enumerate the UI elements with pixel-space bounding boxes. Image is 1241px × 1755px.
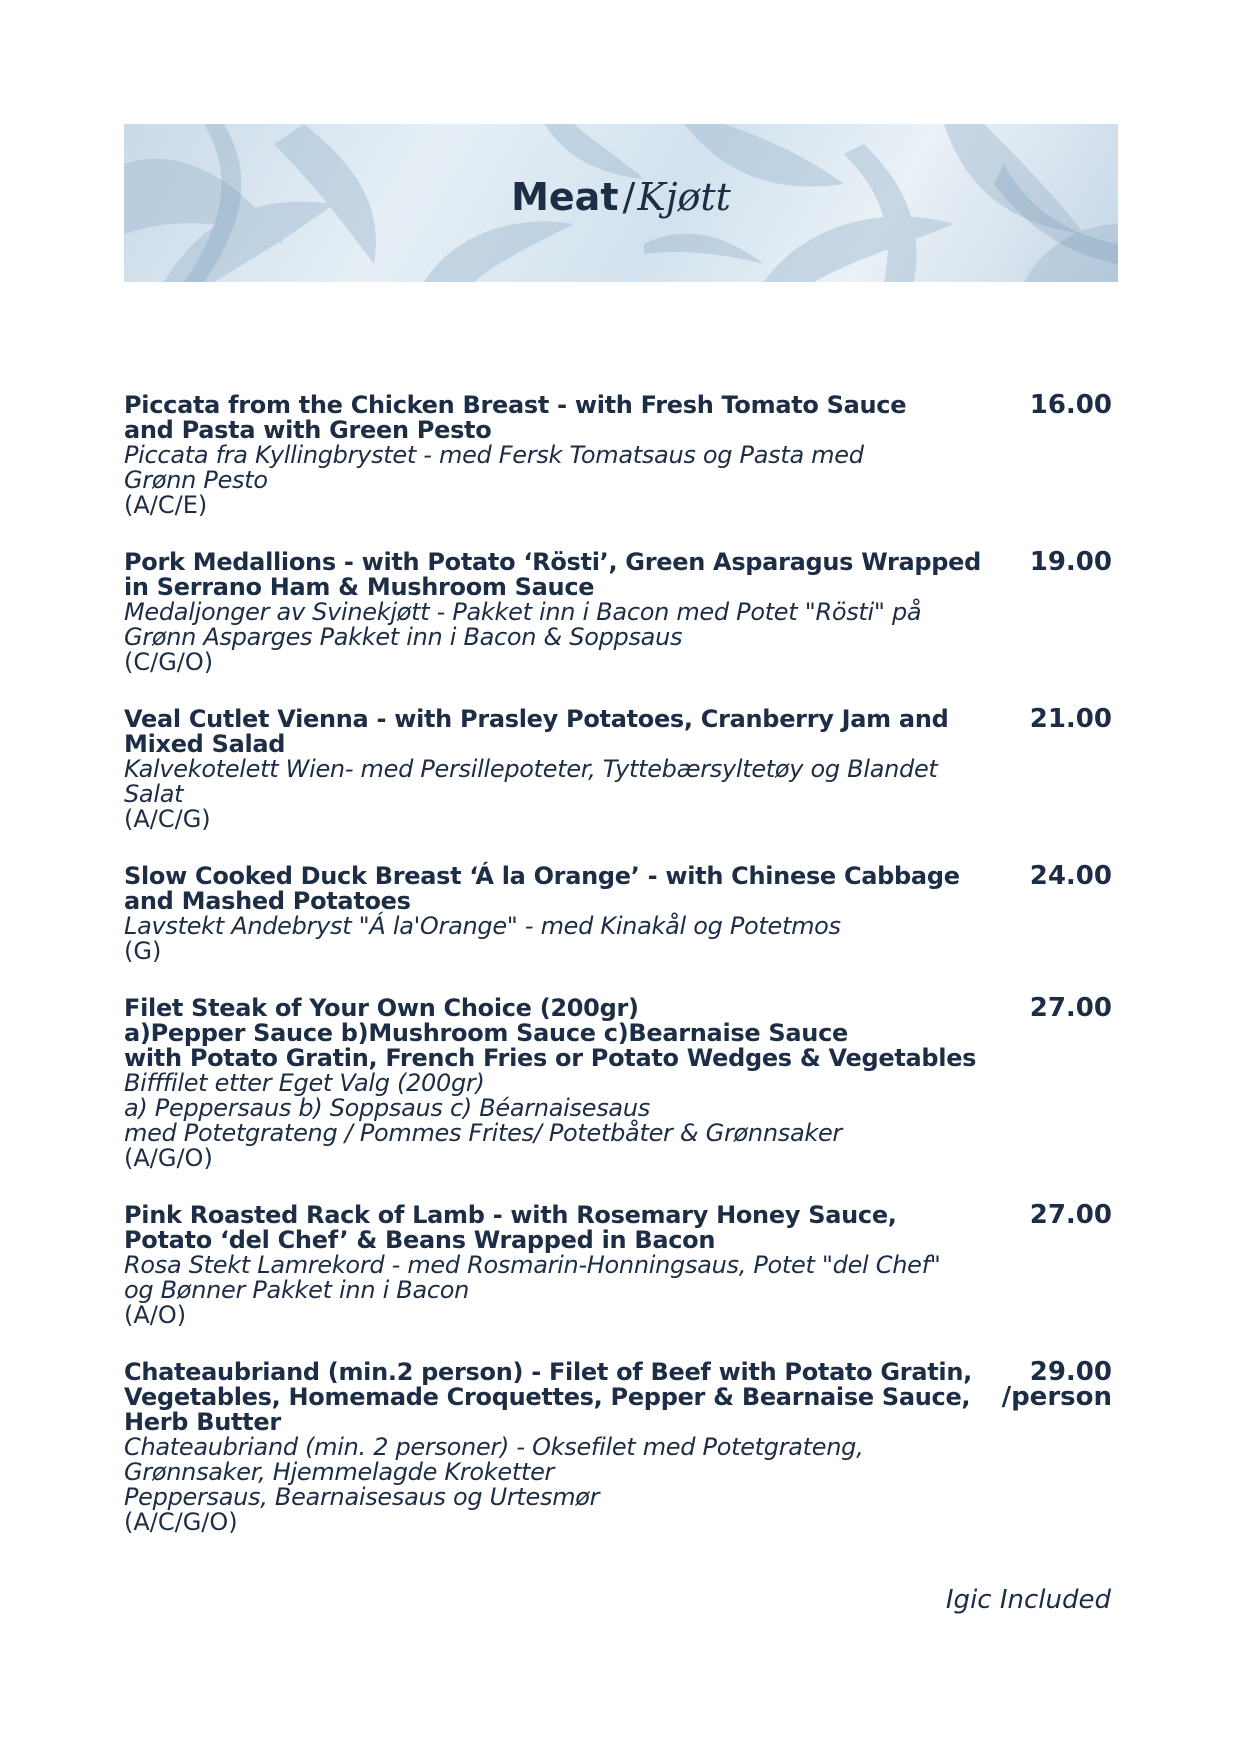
item-allergens: (A/C/E)	[124, 491, 208, 519]
title-english: Meat	[511, 175, 619, 219]
page-title	[124, 174, 1118, 220]
item-allergens: (A/G/O)	[124, 1144, 213, 1172]
menu-item	[124, 1357, 1118, 1536]
item-price: 21.00	[1029, 704, 1112, 734]
menu-item	[124, 704, 1118, 833]
item-title-norwegian: Medaljonger av Svinekjøtt - Pakket inn i Bacon med Potet "Rösti" på Grønn Asparges Pakket inn i Bacon & Soppsaus	[124, 598, 922, 651]
item-allergens: (A/O)	[124, 1301, 187, 1329]
menu-item	[124, 390, 1118, 519]
item-title-english: Pork Medallions - with Potato ‘Rösti’, Green Asparagus Wrapped in Serrano Ham & Mushroom Sauce	[124, 548, 982, 601]
tax-note: Igic Included	[945, 1585, 1111, 1615]
item-allergens: (G)	[124, 937, 162, 965]
item-price: 27.00	[1029, 993, 1112, 1023]
menu-item	[124, 861, 1118, 965]
header-banner	[124, 124, 1118, 282]
item-title-norwegian: Chateaubriand (min. 2 personer) - Oksefilet med Potetgrateng, Grønnsaker, Hjemmelagde Kroketter Peppersaus, Bearnaisesaus og Urtesmør	[124, 1433, 864, 1511]
title-separator: /	[622, 175, 636, 219]
item-title-english: Pink Roasted Rack of Lamb - with Rosemary Honey Sauce, Potato ‘del Chef’ & Beans Wrapped in Bacon	[124, 1201, 897, 1254]
item-allergens: (A/C/G/O)	[124, 1508, 238, 1536]
item-allergens: (C/G/O)	[124, 648, 214, 676]
menu-item	[124, 1200, 1118, 1329]
item-title-english: Veal Cutlet Vienna - with Prasley Potatoes, Cranberry Jam and Mixed Salad	[124, 705, 949, 758]
menu-list	[124, 390, 1118, 1567]
item-price: 24.00	[1029, 861, 1112, 891]
item-title-norwegian: Kalvekotelett Wien- med Persillepoteter, Tyttebærsyltetøy og Blandet Salat	[124, 755, 938, 808]
item-title-norwegian: Bifffilet etter Eget Valg (200gr) a) Peppersaus b) Soppsaus c) Béarnaisesaus med Potetgrateng / Pommes Frites/ Potetbåter & Grønnsaker	[124, 1069, 842, 1147]
item-price: 29.00 /person	[1001, 1357, 1112, 1412]
item-allergens: (A/C/G)	[124, 805, 211, 833]
title-norwegian: Kjøtt	[637, 175, 731, 219]
item-title-norwegian: Lavstekt Andebryst "Á la'Orange" - med Kinakål og Potetmos	[124, 912, 841, 940]
item-price: 19.00	[1029, 547, 1112, 577]
menu-item	[124, 547, 1118, 676]
item-title-english: Chateaubriand (min.2 person) - Filet of Beef with Potato Gratin, Vegetables, Homemade Croquettes, Pepper & Bearnaise Sauce, Herb Butter	[124, 1358, 972, 1436]
item-title-english: Slow Cooked Duck Breast ‘Á la Orange’ - with Chinese Cabbage and Mashed Potatoes	[124, 862, 960, 915]
item-title-norwegian: Piccata fra Kyllingbrystet - med Fersk Tomatsaus og Pasta med Grønn Pesto	[124, 441, 864, 494]
item-price: 16.00	[1029, 390, 1112, 420]
item-price: 27.00	[1029, 1200, 1112, 1230]
item-title-english: Piccata from the Chicken Breast - with Fresh Tomato Sauce and Pasta with Green Pesto	[124, 391, 907, 444]
menu-item	[124, 993, 1118, 1172]
item-title-norwegian: Rosa Stekt Lamrekord - med Rosmarin-Honningsaus, Potet "del Chef" og Bønner Pakket inn i Bacon	[124, 1251, 941, 1304]
item-title-english: Filet Steak of Your Own Choice (200gr) a)Pepper Sauce b)Mushroom Sauce c)Bearnaise Sauce with Potato Gratin, French Fries or Potato Wedges & Vegetables	[124, 994, 977, 1072]
